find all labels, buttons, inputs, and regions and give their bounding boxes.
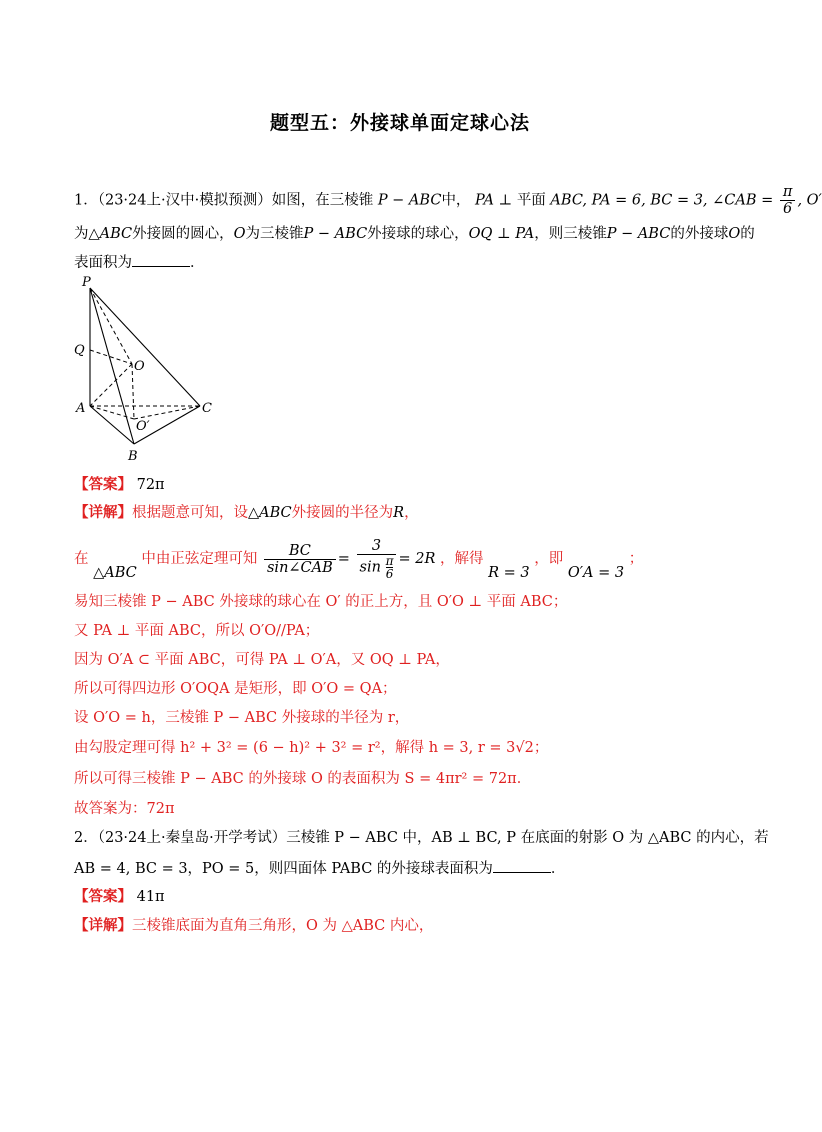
a1-detail-3: 易知三棱锥 P − ABC 外接球的球心在 O′ 的正上方，且 O′O ⊥ 平面 ABC； bbox=[74, 594, 568, 610]
a1-detail-2: 在 △ABC 中由正弦定理可知 $\frac{BC}{\text{sin∠CAB}}$ = 3 sin $\frac{\pi}{6}$ = 2R ，解得 R = 3 ，即 O′A = 3 ； bbox=[74, 538, 644, 581]
segment-OprimeC bbox=[134, 406, 200, 419]
q2-line-2: AB = 4, BC = 3，PO = 5，则四面体 PABC 的外接球表面积为 ． bbox=[74, 858, 734, 879]
segment-OA bbox=[90, 364, 132, 406]
q1-text: 1．（23·24上·汉中·模拟预测）如图，在三棱锥 bbox=[74, 192, 374, 209]
a1-answer: 【答案】 72π bbox=[74, 476, 165, 493]
bc-over-sin-fraction: $\frac{BC}{\text{sin∠CAB}}$ bbox=[264, 543, 336, 576]
three-over-sin-fraction: 3 sin $\frac{\pi}{6}$ bbox=[357, 538, 397, 580]
a1-detail-7: 设 O′O = h，三棱锥 P − ABC 外接球的半径为 r， bbox=[74, 710, 410, 726]
a1-detail-9: 所以可得三棱锥 P − ABC 的外接球 O 的表面积为 S = 4πr² = 72π． bbox=[74, 771, 532, 787]
segment-AOprime bbox=[90, 406, 134, 419]
a1-detail-1: 【详解】根据题意可知，设△ABC外接圆的半径为R， bbox=[74, 504, 419, 521]
label-P: P bbox=[82, 275, 91, 290]
label-B: B bbox=[128, 449, 138, 464]
label-O: O bbox=[134, 359, 145, 374]
pi-over-six-fraction: $\frac{\pi}{6}$ bbox=[780, 184, 796, 217]
q1-math: P − ABC bbox=[377, 192, 442, 209]
answer-blank bbox=[493, 858, 551, 873]
label-Q: Q bbox=[74, 343, 85, 358]
a1-detail-10: 故答案为：72π bbox=[74, 801, 175, 817]
answer-blank bbox=[132, 252, 190, 267]
a1-detail-4: 又 PA ⊥ 平面 ABC，所以 O′O//PA； bbox=[74, 623, 320, 639]
q1-math: ABC, PA = 6, BC = 3, ∠CAB = bbox=[550, 192, 774, 209]
label-C: C bbox=[202, 401, 212, 416]
a2-detail-1: 【详解】三棱锥底面为直角三角形，O 为 △ABC 内心， bbox=[74, 917, 434, 934]
page-title: 题型五：外接球单面定球心法 bbox=[269, 112, 530, 134]
q1-line-1 bbox=[74, 184, 822, 217]
q1-line-2: 为△ABC外接圆的圆心，O为三棱锥P − ABC外接球的球心，OQ ⊥ PA，则三棱锥P − ABC的外接球O的 bbox=[74, 226, 755, 242]
pyramid-figure bbox=[68, 272, 218, 462]
q1-math: , O′ bbox=[797, 192, 822, 209]
q2-line-1: 2．（23·24上·秦皇岛·开学考试）三棱锥 P − ABC 中，AB ⊥ BC, P 在底面的射影 O 为 △ABC 的内心，若 bbox=[74, 830, 769, 846]
q1-math: PA ⊥ bbox=[475, 192, 513, 209]
q1-text: 平面 bbox=[516, 192, 546, 209]
a1-detail-5: 因为 O′A ⊂ 平面 ABC，可得 PA ⊥ O′A，又 OQ ⊥ PA， bbox=[74, 652, 450, 668]
edge-AB bbox=[90, 406, 134, 444]
a2-answer: 【答案】 41π bbox=[74, 888, 165, 905]
a1-detail-6: 所以可得四边形 O′OQA 是矩形，即 O′O = QA； bbox=[74, 681, 397, 697]
label-Oprime: O′ bbox=[136, 419, 150, 434]
q1-line-3: 表面积为 ． bbox=[74, 252, 734, 273]
label-A: A bbox=[76, 401, 86, 416]
q1-text: 中， bbox=[441, 192, 471, 209]
a1-detail-8: 由勾股定理可得 h² + 3² = (6 − h)² + 3² = r²，解得 h = 3, r = 3√2； bbox=[74, 740, 549, 756]
